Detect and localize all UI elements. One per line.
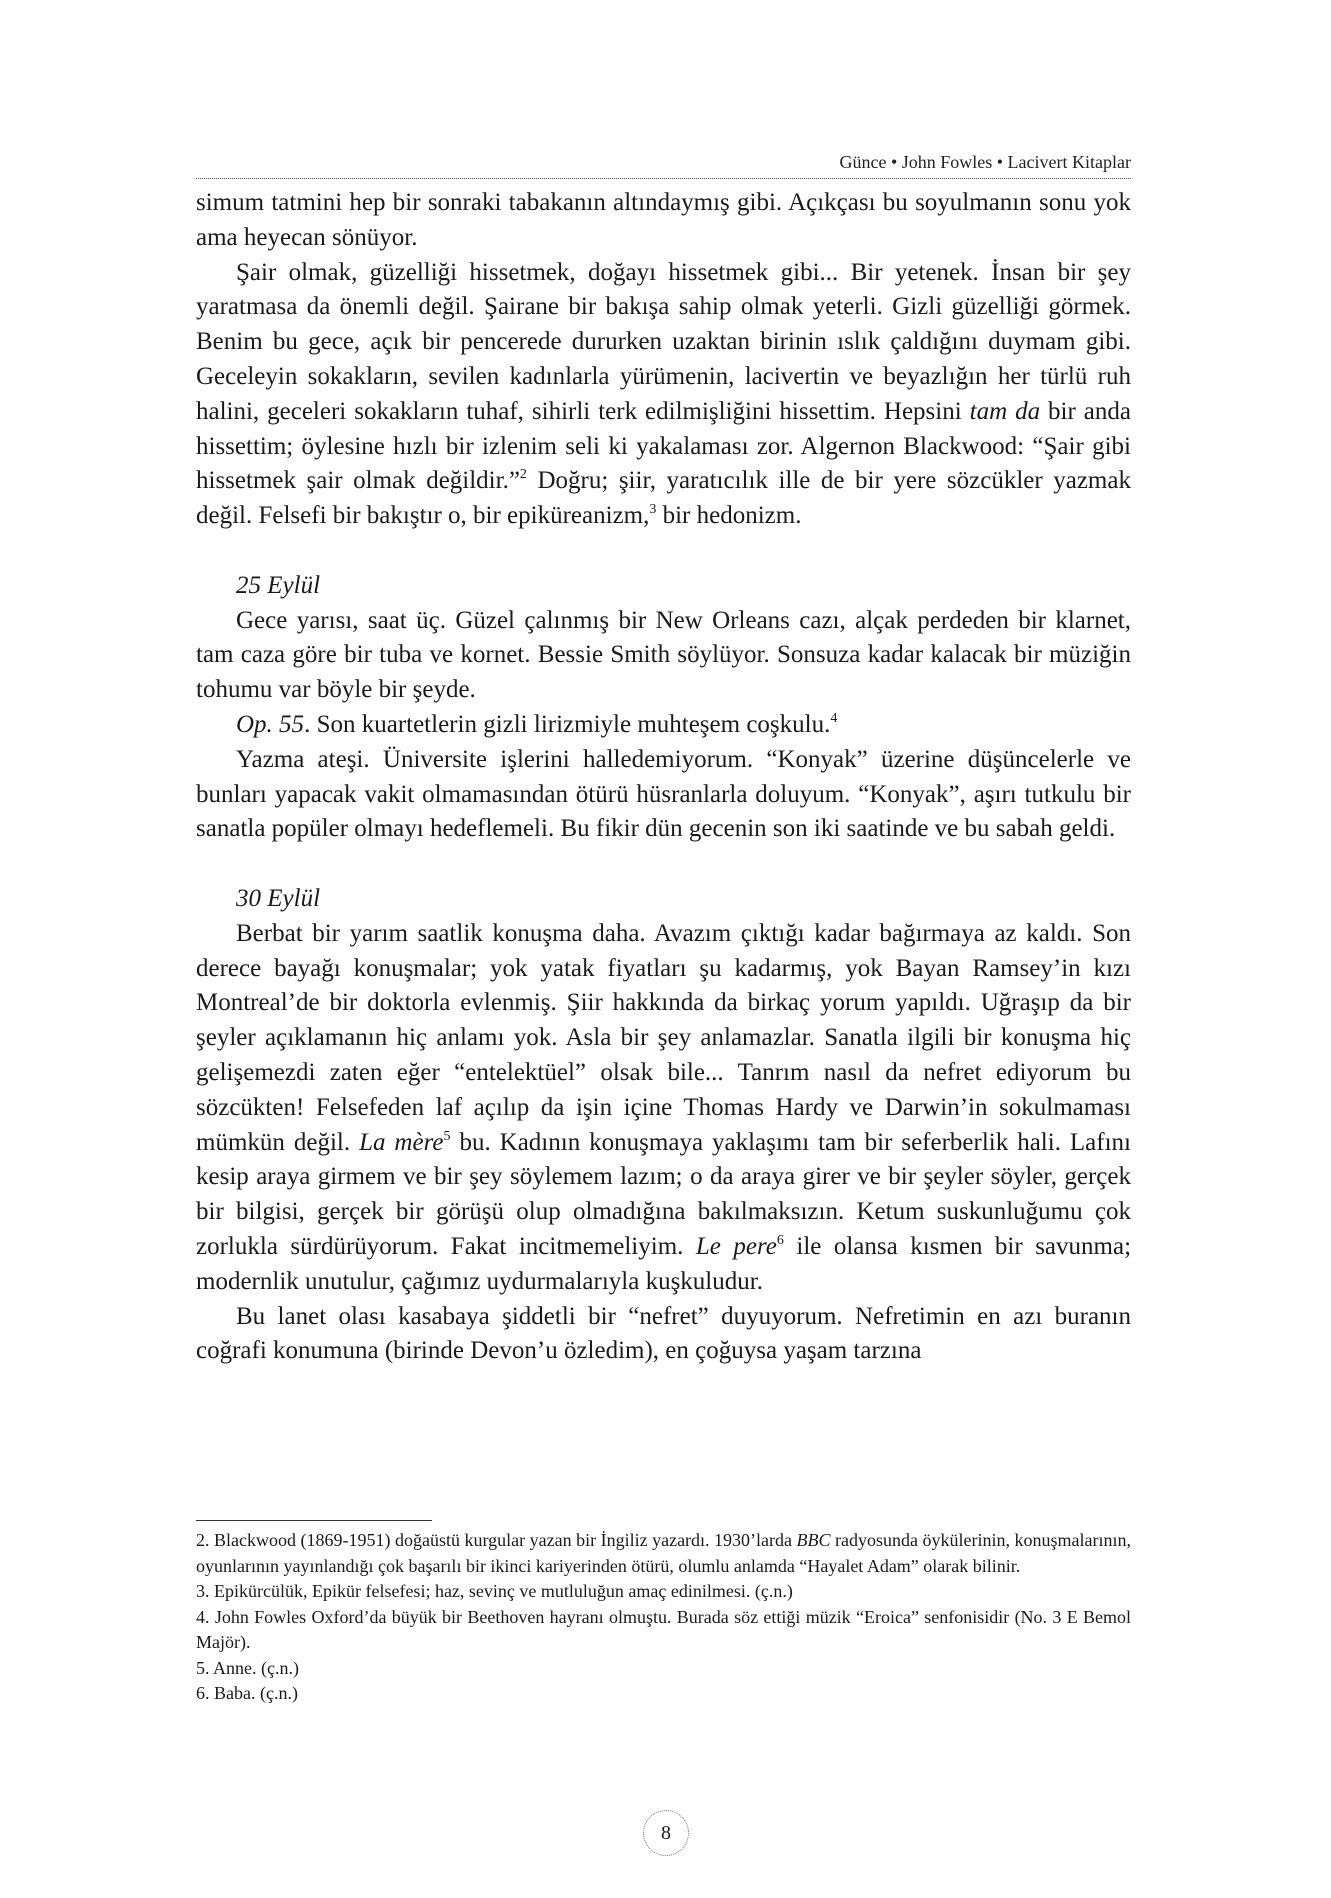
paragraph — [196, 917, 1131, 1300]
page-number: 8 — [643, 1810, 689, 1856]
paragraph-text: Yazma ateşi. Üniversite işlerini halledemiyorum. “Konyak” üzerine düşüncelerle ve bunları yapacak vakit olmamasından ötürü hüsranlarla doluyum. “Konyak”, aşırı tutkulu bir sanatla popüler olmayı hedeflemeli. Bu fikir dün gecenin son iki saatinde ve bu sabah geldi. — [196, 745, 1131, 843]
emphasis-text: Le pere — [695, 1232, 777, 1260]
entry-date: 30 Eylül — [236, 884, 321, 912]
footnote-ref[interactable]: 5 — [443, 1128, 451, 1144]
footnote: 4. John Fowles Oxford’da büyük bir Beethoven hayranı olmuştu. Burada söz ettiği müzik “Eroica” senfonisidir (No. 3 E Bemol Majör). — [196, 1606, 1131, 1652]
paragraph — [196, 256, 1131, 534]
paragraph — [196, 1300, 1131, 1370]
paragraph-text: ile olansa kısmen bir savunma; modernlik unutulur, çağımız uydurmalarıyla kuşkuludur. — [196, 1232, 1132, 1295]
emphasis-text: tam da — [969, 397, 1041, 425]
paragraph-text: Şair olmak, güzelliği hissetmek, doğayı hissetmek gibi... Bir yetenek. İnsan bir şey yaratmasa da önemli değil. Şairane bir bakışa sahip olmak yeterli. Gizli güzelliği görmek. Benim bu gece, açık bir pencerede dururken uzaktan birinin ıslık çaldığını duymam gibi. Geceleyin sokakların, sevilen kadınlarla yürümenin, lacivertin ve beyazlığın her türlü ruh halini, geceleri sokakların tuhaf, sihirli terk edilmişliğini hissettim. Hepsini — [196, 258, 1131, 425]
paragraph-text: Berbat bir yarım saatlik konuşma daha. Avazım çıktığı kadar bağırmaya az kaldı. Son derece bayağı konuşmalar; yok yatak fiyatları şu kadarmış, yok Bayan Ramsey’in kızı Montreal’de bir doktorla evlenmiş. Şiir hakkında da birkaç yorum yapıldı. Uğraşıp da bir şeyler açıklamanın hiç anlamı yok. Asla bir şey anlamazlar. Sanatla ilgili bir konuşma hiç gelişemezdi zaten eğer “entelektüel” olsak bile... Tanrım nasıl da nefret ediyorum bu sözcükten! Felsefeden laf açılıp da işin içine Thomas Hardy ve Darwin’in sokulmaması mümkün değil. — [196, 919, 1131, 1156]
footnotes — [196, 1528, 1131, 1707]
footnote-ref[interactable]: 3 — [649, 502, 657, 518]
emphasis-text: Op. 55 — [236, 710, 305, 738]
body-text — [196, 186, 1131, 1369]
paragraph-text: Doğru; şiir, yaratıcılık ille de bir yere sözcükler yazmak değil. Felsefi bir bakıştır o, bir epiküreanizm, — [196, 467, 1131, 530]
footnote-text: 2. Blackwood (1869-1951) doğaüstü kurgular yazan bir İngiliz yazardı. 1930’larda — [196, 1530, 797, 1550]
footnote-text: radyosunda öykülerinin, konuşmalarının, oyunlarının yayınlandığı çok başarılı bir ikinci kariyerinden ötürü, olumlu anlamda “Hayalet Adam” olarak bilinir. — [196, 1530, 1131, 1576]
paragraph — [196, 708, 1131, 743]
footnote-rule — [196, 1520, 432, 1521]
footnote: 3. Epikürcülük, Epikür felsefesi; haz, sevinç ve mutluluğun amaç edinilmesi. (ç.n.) — [196, 1581, 793, 1601]
paragraph-text: bir hedonizm. — [656, 502, 802, 530]
emphasis-text: BBC — [796, 1530, 831, 1550]
paragraph-text: Bu lanet olası kasabaya şiddetli bir “nefret” duyuyorum. Nefretimin en azı buranın coğrafi konumuna (birinde Devon’u özledim), en çoğuysa yaşam tarzına — [196, 1302, 1131, 1365]
paragraph-text: . Son kuartetlerin gizli lirizmiyle muhteşem coşkulu. — [304, 710, 831, 738]
paragraph-text: Gece yarısı, saat üç. Güzel çalınmış bir New Orleans cazı, alçak perdeden bir klarnet, tam caza göre bir tuba ve kornet. Bessie Smith söylüyor. Sonsuza kadar kalacak bir müziğin tohumu var böyle bir şeyde. — [196, 606, 1131, 704]
paragraph-text: bu. Kadının konuşmaya yaklaşımı tam bir seferberlik hali. Lafını kesip araya girmem ve bir şey söylemem lazım; o da araya girer ve bir şeyler söyler, gerçek bir bilgisi, gerçek bir görüşü olup olmadığına bakılmaksızın. Ketum suskunluğumu çok zorlukla sürdürüyorum. Fakat incitmemeliyim. — [196, 1128, 1131, 1260]
header-dotted-rule — [196, 178, 1131, 179]
paragraph — [196, 743, 1131, 847]
running-header: Günce • John Fowles • Lacivert Kitaplar — [839, 152, 1131, 172]
paragraph — [196, 186, 1131, 256]
footnote-ref[interactable]: 6 — [776, 1233, 784, 1249]
footnote — [196, 1528, 1131, 1579]
footnote-ref[interactable]: 4 — [830, 711, 838, 727]
emphasis-text: La mère — [359, 1128, 444, 1156]
footnote: 5. Anne. (ç.n.) — [196, 1657, 299, 1678]
footnote: 6. Baba. (ç.n.) — [196, 1683, 298, 1703]
paragraph-text: simum tatmini hep bir sonraki tabakanın altındaymış gibi. Açıkçası bu soyulmanın sonu yok ama heyecan sönüyor. — [196, 189, 1131, 251]
paragraph — [196, 604, 1131, 708]
footnote-ref[interactable]: 2 — [519, 467, 527, 483]
paragraph-text: bir anda hissettim; öylesine hızlı bir izlenim seli ki yakalaması zor. Algernon Blackwood: “Şair gibi hissetmek şair olmak değildir.” — [196, 397, 1131, 495]
entry-date: 25 Eylül — [236, 571, 321, 599]
